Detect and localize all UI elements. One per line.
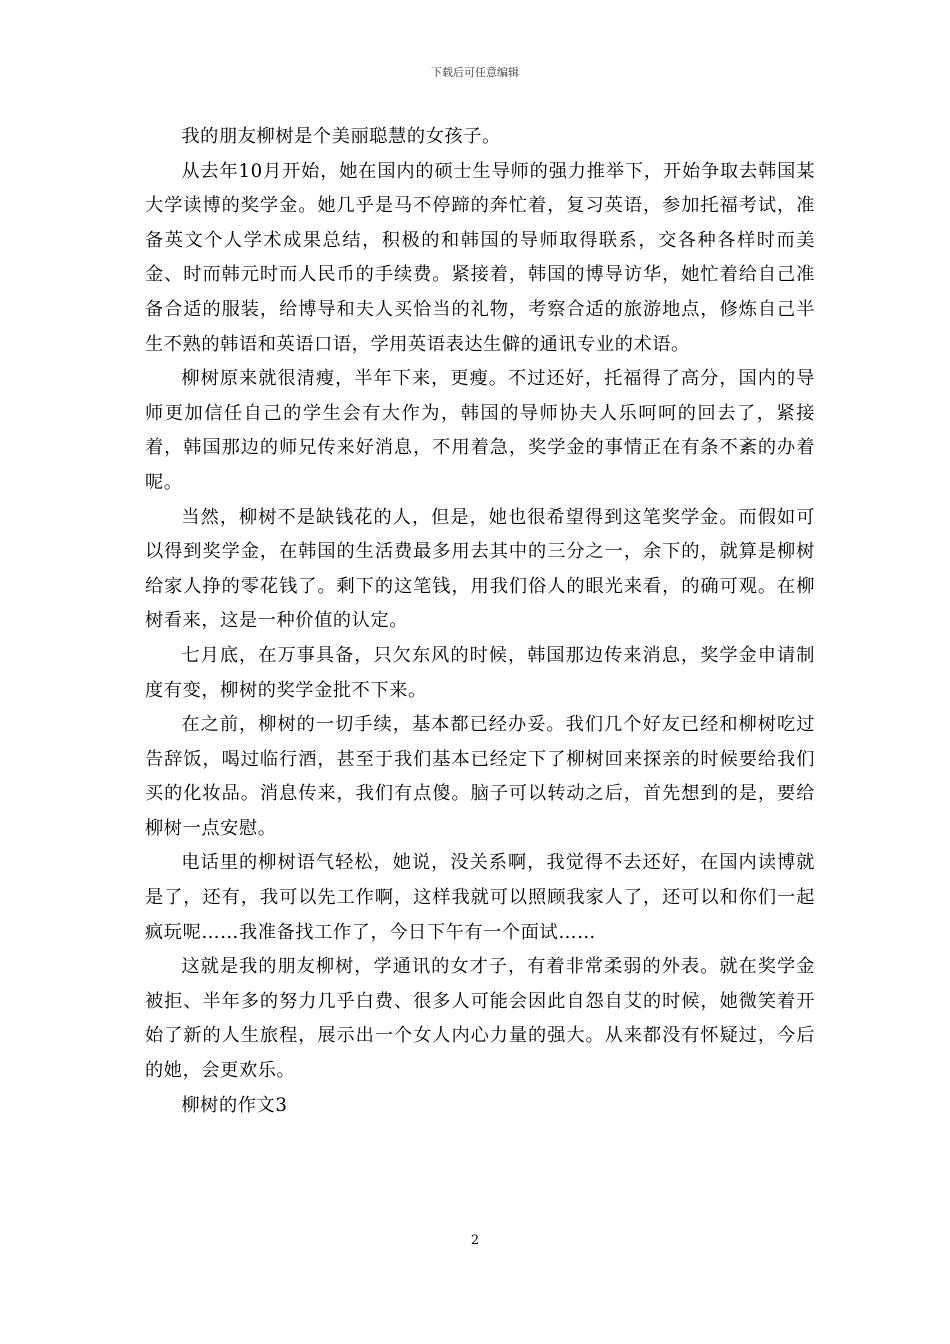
paragraph-1: 我的朋友柳树是个美丽聪慧的女孩子。 bbox=[181, 126, 501, 147]
page-header: 下载后可任意编辑 bbox=[431, 66, 519, 79]
paragraph-3: 柳树原来就很清瘦，半年下来，更瘦。不过还好，托福得了高分，国内的导师更加信任自己的学生会有大作为，韩国的导师协夫人乐呵呵的回去了，紧接着，韩国那边的师兄传来好消息，不用着急，奖学金的事情正在有条不紊的办着呢。 bbox=[145, 368, 815, 493]
section-heading: 柳树的作文3 bbox=[181, 1094, 288, 1116]
paragraph-2: 从去年10月开始，她在国内的硕士生导师的强力推举下，开始争取去韩国某大学读博的奖学金。她几乎是马不停蹄的奔忙着，复习英语，参加托福考试，准备英文个人学术成果总结，积极的和韩国的导师取得联系，交各种各样时而美金、时而韩元时而人民币的手续费。紧接着，韩国的博导访华，她忙着给自己准备合适的服装，给博导和夫人买恰当的礼物，考察合适的旅游地点，修炼自己半生不熟的韩语和英语口语，学用英语表达生僻的通讯专业的术语。 bbox=[145, 160, 815, 355]
paragraph-8: 这就是我的朋友柳树，学通讯的女才子，有着非常柔弱的外表。就在奖学金被拒、半年多的努力几乎白费、很多人可能会因此自怨自艾的时候，她微笑着开始了新的人生旅程，展示出一个女人内心力量的强大。从来都没有怀疑过，今后的她，会更欢乐。 bbox=[145, 956, 815, 1082]
page-number: 2 bbox=[470, 1233, 480, 1248]
document-body bbox=[145, 120, 815, 1123]
paragraph-5: 七月底，在万事具备，只欠东风的时候，韩国那边传来消息，奖学金申请制度有变，柳树的奖学金批不下来。 bbox=[145, 644, 815, 701]
paragraph-6: 在之前，柳树的一切手续，基本都已经办妥。我们几个好友已经和柳树吃过告辞饭，喝过临行酒，甚至于我们基本已经定下了柳树回来探亲的时候要给我们买的化妆品。消息传来，我们有点傻。脑子可以转动之后，首先想到的是，要给柳树一点安慰。 bbox=[145, 714, 815, 839]
paragraph-7: 电话里的柳树语气轻松，她说，没关系啊，我觉得不去还好，在国内读博就是了，还有，我可以先工作啊，这样我就可以照顾我家人了，还可以和你们一起疯玩呢……我准备找工作了，今日下午有一个面试…… bbox=[145, 852, 815, 943]
paragraph-4: 当然，柳树不是缺钱花的人，但是，她也很希望得到这笔奖学金。而假如可以得到奖学金，在韩国的生活费最多用去其中的三分之一，余下的，就算是柳树给家人挣的零花钱了。剩下的这笔钱，用我们俗人的眼光来看，的确可观。在柳树看来，这是一种价值的认定。 bbox=[145, 506, 815, 632]
